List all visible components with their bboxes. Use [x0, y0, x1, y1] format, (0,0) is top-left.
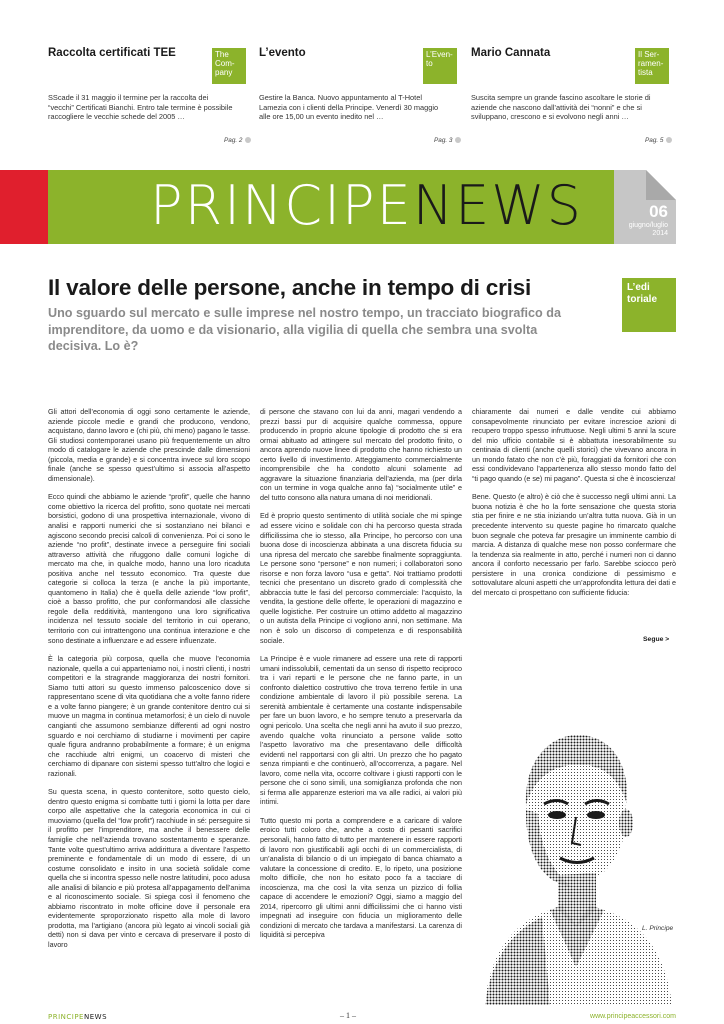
masthead-red-block [0, 170, 48, 244]
page-curl-icon [646, 170, 676, 200]
page-dot-icon [245, 137, 251, 143]
teaser-2-page-label: Pag. 3 [434, 137, 453, 144]
teaser-3-page-link[interactable] [645, 137, 672, 144]
page-number: – 1 – [340, 1011, 356, 1020]
paragraph: chiaramente dai numeri e dalle vendite cui abbiamo consapevolmente rinunciato per evitare increscioe azioni di recupero troppo spesso infruttuose. Negli ultimi 5 anni la scure del mio ufficio contabile si è abbattuta inesorabilmente su centinaia di clienti (anche quelli storici) che vivevano ancora in un mondo fatato che non c’è più, foraggiati da fornitori che con essi condividevano l’appartenenza allo stesso mondo fatto del “ti pago quando (e se) mi pagano”. Questa si che è incoscienza! [472, 407, 676, 483]
paragraph: Ed è proprio questo sentimento di utilità sociale che mi spinge ad essere vicino e solidale con chi ha percorso questa strada difficilissima che io stesso, alla Principe, ho percorso con una buona dose di incoscienza abbinata a una discreta fiducia su una ripresa del mercato che sarebbe finalmente sopraggiunta. Le persone sono “persone” e non numeri; i collaboratori sono risorse e non forza lavoro “usa e getta”. Noi trattiamo prodotti tecnici che presentano un discreto grado di complessità che abbraccia tutte le fasi del percorso commerciale: l’acquisto, la vendita, la gestione delle offerte, le operazioni di magazzino e quelle logistiche. Per costruire un ottimo addetto al magazzino o un autista della Principe ci vogliono anni, non settimane. Ma non è solo un discorso di competenza e di responsabilità sociale. [260, 511, 462, 645]
teaser-3-page-label: Pag. 5 [645, 137, 664, 144]
paragraph: Bene. Questo (e altro) è ciò che è successo negli ultimi anni. La buona notizia è che ho la forte sensazione che questa storia stia per finire e ne stia iniziando un’altra tutta nuova. Già in un precedente intervento su queste pagine ho rimarcato qualche buon segnale che poteva far presagire un imminente cambio di marcia. A distanza di qualche mese non posso confermare che la tendenza sia realmente in atto, perché i numeri non ci danno ancora il conforto necessario per farlo. Sarebbe sciocco però persistere in una cronica condizione di pessimismo e sottovalutare alcuni aspetti che un’approfondita lettura dei dati e del mercato ci prospettano con sufficiente fiducia: [472, 492, 676, 597]
page-dot-icon [455, 137, 461, 143]
issue-date-year: 2014 [652, 230, 668, 237]
issue-number: 06 [649, 202, 668, 221]
page-dot-icon [666, 137, 672, 143]
masthead-logo [150, 171, 583, 241]
paragraph: Gli attori dell’economia di oggi sono certamente le aziende, aziende piccole medie e grandi che producono, vendono, acquistano, danno lavoro e (chi più, chi meno) pagano le tasse. Gli studiosi contemporanei usano più frequentemente un altro modo di catalogare le aziende che prescinde dalle dimensioni (piccola, media e grande) e si concentra invece sul loro scopo finale (anche se spesso quest’ultimo si associa all’aspetto dimensionale). [48, 407, 250, 483]
footer-website-link[interactable]: www.principeaccessori.com [590, 1013, 676, 1020]
paragraph: Ecco quindi che abbiamo le aziende “profit”, quelle che hanno come obiettivo la ricerca del profitto, sono quotate nei mercati borsistici, godono di una prospettiva internazionale, vivono di analisi e rapporti numerici che si sostanziano nei bilanci e agiscono secondo precisi calcoli di convenienza. Poi ci sono le aziende “no profit”, destinate invece a perseguire fini sociali attraverso attività che rifuggono dalle comuni logiche di mercato ma che, in qualche modo, hanno una loro ricaduta positiva anche nel tessuto economico. Tra queste due categorie si colloca la terza (e anche la più importante, quantomeno in Italia) che è quella delle aziende “low profit”, cioè a basso profitto, che pur conformandosi alle classiche regole della redditività, mantengono una loro significativa incidenza nel tessuto sociale del territorio in cui operano, territorio con cui intrattengono una continua interazione e che sono destinate a influenzare e ad essere influenzate. [48, 492, 250, 645]
article-subheadline: Uno sguardo sul mercato e sulle imprese nel nostro tempo, un tracciato biografico da imprenditore, da uomo e da visionario, alla vigilia di quella che sembra una svolta decisiva. Lo è? [48, 306, 561, 353]
continue-link[interactable]: Segue > [643, 636, 670, 643]
teaser-2-page-link[interactable] [434, 137, 461, 144]
teaser-1-text: SScade il 31 maggio il termine per la raccolta dei “vecchi” Certificati Bianchi. Entro tale termine è possibile raccogliere le vecchie schede del 2005 … [48, 93, 233, 122]
paragraph: di persone che stavano con lui da anni, magari vendendo a prezzi bassi pur di acquisire qualche commessa, oppure producendo in proprio alcune tipologie di prodotto che si era ormai abituato ad attingere sul mercato del prodotto finito, o ancora aprendo nuove linee di prodotto che hanno richiesto un certo livello di investimento. Atteggiamento commercialmente incomprensibile che ha condotto alcuni solamente ad aggravare la situazione finanziaria dell’azienda, ma (per dirla con un termine in voga qualche anno fa) “socialmente utile” e del tutto consono alla natura umana di noi meridionali. [260, 407, 462, 502]
paragraph: Tutto questo mi porta a comprendere e a caricare di valore eroico tutti coloro che, anche a costo di pesanti sacrifici personali, hanno fatto di tutto per mantenere in essere rapporti di lavoro non giustificabili agli occhi di un commercialista, di un’analista di bilancio o di un impiegato di banca chiamato a valutare la concessione di credito. E, lo ripeto, una posizione molto difficile, che non ho esitato poco fa a tacciare di incoscienza, ma che così la vita senza un pizzico di follia capace di accendere le emozioni? Oggi, siamo a maggio del 2014, ripercorro gli ultimi anni difficilissimi che ci hanno visti impegnati ad inseguire con fiducia un miglioramento delle condizioni di mercato che tardava a manifestarsi. La carenza di liquidità si percepiva [260, 815, 462, 940]
teaser-3-section-tab[interactable]: Il Serramentista [635, 48, 669, 84]
footer-brand-principe: PRINCIPE [48, 1013, 84, 1021]
section-tab-editoriale[interactable]: L’edi toriale [622, 278, 676, 332]
teaser-1-section-tab[interactable]: The Company [212, 48, 246, 84]
article-headline: Il valore delle persone, anche in tempo di crisi [48, 275, 532, 300]
issue-date-months: giugno/luglio [628, 222, 668, 229]
teaser-1-page-label: Pag. 2 [224, 137, 243, 144]
teaser-1-title: Raccolta certificati TEE [48, 47, 176, 59]
paragraph: Su questa scena, in questo contenitore, sotto questo cielo, dentro questo enigma si combatte tutti i giorni la lotta per dare corpo alle aspettative che la categoria economica in cui ci muoviamo (quella del “low profit”) racchiude in sé: perseguire si il profitto per l’imprenditore, ma anche il benessere delle famiglie che nell’azienda trovano sostentamento e speranze. Tante volte quest’ultimo arriva addirittura a diventare l’aspetto preminente e fondamentale di un modo di essere, di un costume consolidato e insito in una società solidale come quella che si incontra spesso nelle nostre latitudini, poco adusa alle analisi di bilancio e più protesa all’appagamento dell’anima e al riconoscimento sociale. Si spiega così il fenomeno che abbiamo riscontrato in molte officine dove il personale era evidentemente sproporzionato rispetto alla mole di lavoro prodotta, ma l’artigiano (ancora più legato ai vincoli sociali già detti) non si dava per vinto e cercava di preservare il posto di lavoro [48, 787, 250, 949]
paragraph: La Principe è e vuole rimanere ad essere una rete di rapporti umani indissolubili, cementati da un senso di rispetto reciproco tra i vari reparti e le persone che ne fanno parte, in un confronto dialettico costruttivo che trova terreno fertile in una condizione ambientale di lavoro il più possibile serena. La serenità ambientale è certamente una costante indispensabile per fare un buon lavoro, e ho sempre tenuto a preservarla da ogni pericolo. Una scelta che negli anni ha avuto il suo prezzo, avendo qualche volta rinunciato a persone valide sotto l’aspetto lavorativo ma che presentavano delle difficoltà evidenti nel rapportarsi con gli altri. Un prezzo che ho pagato senza rimpianti e che continuerò, all’occorrenza, a pagare. Nel lavoro, come nella vita, occorre coltivare i giusti rapporti con le persone che ci sono simili, una somiglianza profonda che non si ferma alle apparenze esteriori ma va alle radici, ai valori più intimi. [260, 654, 462, 807]
teaser-2-text: Gestire la Banca. Nuovo appuntamento al T-Hotel Lamezia con i clienti della Principe. Venerdì 30 maggio alle ore 15,00 un evento inedito nel … [259, 93, 439, 122]
article-column-1 [48, 407, 250, 959]
teaser-2-section-tab[interactable]: L’Evento [423, 48, 457, 84]
masthead-brand-principe: PRINCIPE [150, 174, 413, 237]
teaser-2-title: L’evento [259, 47, 306, 59]
masthead-brand-news: NEWS [412, 174, 583, 237]
author-photo [480, 705, 676, 1005]
article-column-2 [260, 407, 462, 949]
teaser-1-page-link[interactable] [224, 137, 251, 144]
teaser-3-title: Mario Cannata [471, 47, 551, 59]
footer-logo [48, 1013, 107, 1021]
teaser-3-text: Suscita sempre un grande fascino ascoltare le storie di aziende che nascono dall’attività dei “nonni” e che si sviluppano, crescono e si evolvono negli anni … [471, 93, 651, 122]
footer-brand-news: NEWS [83, 1013, 108, 1021]
paragraph: È la categoria più corposa, quella che muove l’economia nazionale, quella a cui apparteniamo noi, i nostri clienti, i nostri competitori e la stragrande maggioranza dei nostri fornitori. Siamo tutti attori su questo immenso palcoscenico dove si rappresentano scene di vita quotidiana che a volte fanno ridere e a volte fanno piangere; è un grande contenitore dentro cui si muove un magma in continua metamorfosi; è un cielo di nuvole cangianti che assumono sembianze differenti ad ogni nostro sguardo e noi cerchiamo di studiarne i movimenti per capire quale figura andranno probabilmente a formare; è un enigma che racchiude altri enigmi, un coacervo di misteri che cerchiamo di dipanare con sistemi spesso tutt’altro che logici e razionali. [48, 654, 250, 778]
photo-caption: L. Principe [642, 925, 674, 932]
article-column-3 [472, 407, 676, 606]
issue-date [629, 222, 668, 238]
